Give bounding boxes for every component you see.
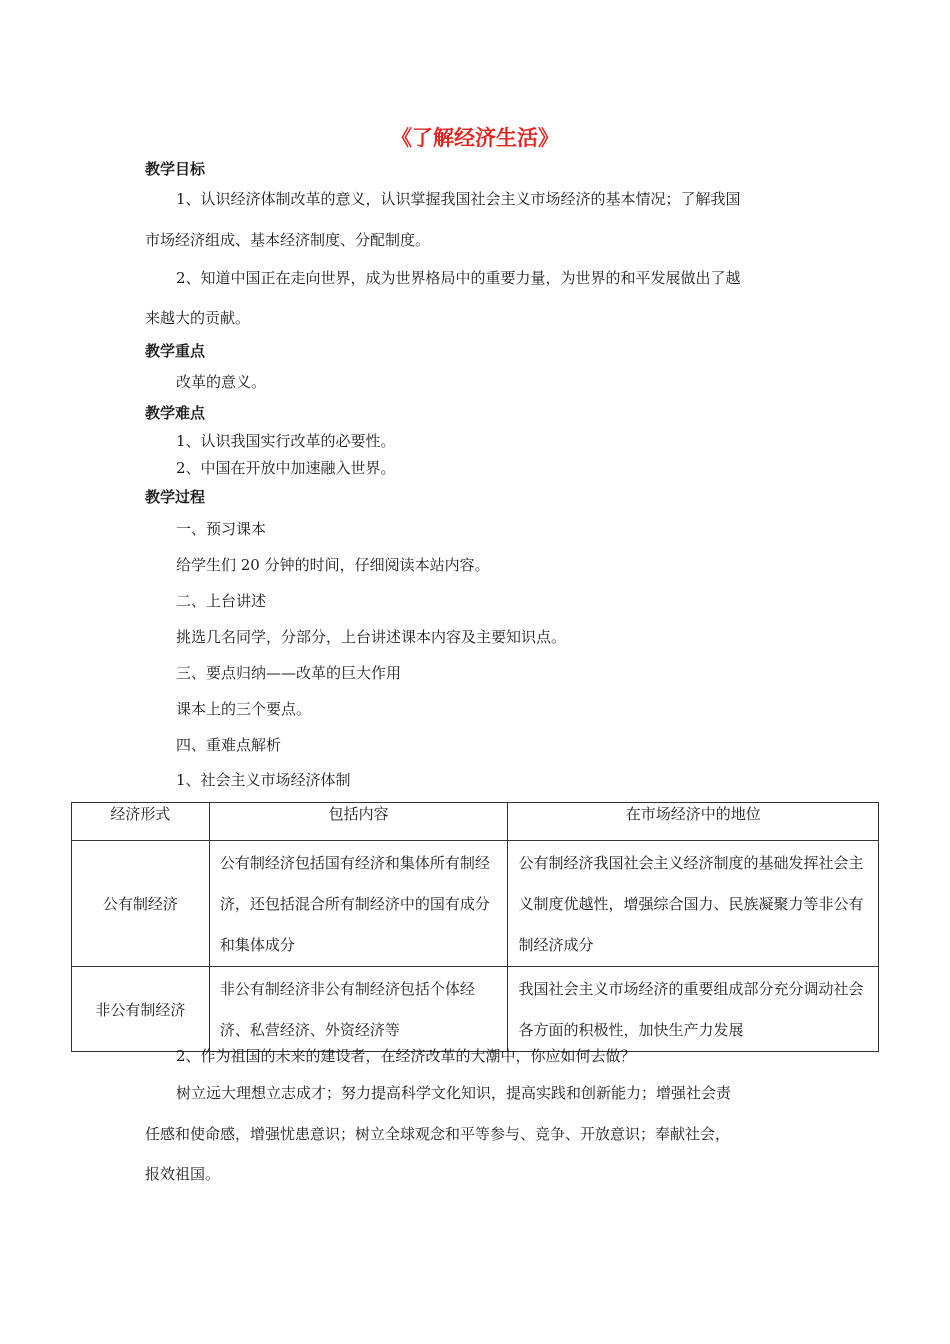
table-cell-form: 公有制经济: [72, 841, 210, 967]
process-sub-1: 1、社会主义市场经济体制: [176, 771, 351, 789]
table-row: [72, 967, 879, 1052]
table-cell-status: 公有制经济我国社会主义经济制度的基础发挥社会主义制度优越性，增强综合国力、民族凝聚力等非公有制经济成分: [508, 841, 879, 967]
process-step-2-text: 挑选几名同学，分部分，上台讲述课本内容及主要知识点。: [176, 628, 567, 646]
key-point-text: 改革的意义。: [176, 373, 267, 391]
difficulty-item-2: 2、中国在开放中加速融入世界。: [176, 459, 396, 477]
answer-line-1: 树立远大理想立志成才；努力提高科学文化知识，提高实践和创新能力；增强社会责: [176, 1084, 732, 1102]
process-step-1-text: 给学生们 20 分钟的时间，仔细阅读本站内容。: [176, 556, 490, 574]
goal-2-line-1: 2、知道中国正在走向世界，成为世界格局中的重要力量，为世界的和平发展做出了越: [176, 269, 741, 287]
heading-key-points: 教学重点: [145, 342, 206, 360]
table-row: [72, 841, 879, 967]
heading-teaching-process: 教学过程: [145, 488, 206, 506]
table-header-cell: 包括内容: [209, 803, 508, 841]
answer-line-3: 报效祖国。: [145, 1165, 221, 1183]
answer-line-2: 任感和使命感，增强忧患意识；树立全球观念和平等参与、竞争、开放意识；奉献社会，: [145, 1125, 731, 1143]
table-header-cell: 经济形式: [72, 803, 210, 841]
process-step-1: 一、预习课本: [176, 520, 267, 538]
document-title: 《了解经济生活》: [391, 126, 559, 150]
table-header-row: [72, 803, 879, 841]
heading-difficult-points: 教学难点: [145, 404, 206, 422]
goal-2-line-2: 来越大的贡献。: [145, 309, 251, 327]
table-header-cell: 在市场经济中的地位: [508, 803, 879, 841]
heading-teaching-goals: 教学目标: [145, 160, 206, 178]
goal-1-line-2: 市场经济组成、基本经济制度、分配制度。: [145, 231, 431, 249]
process-step-3: 三、要点归纳——改革的巨大作用: [176, 664, 402, 682]
process-step-3-text: 课本上的三个要点。: [176, 700, 312, 718]
table-cell-content: 公有制经济包括国有经济和集体所有制经济，还包括混合所有制经济中的国有成分和集体成分: [209, 841, 508, 967]
question-2: 2、作为祖国的未来的建设者，在经济改革的大潮中，你应如何去做？: [176, 1047, 636, 1065]
table-cell-form: 非公有制经济: [72, 967, 210, 1052]
difficulty-item-1: 1、认识我国实行改革的必要性。: [176, 432, 396, 450]
process-step-2: 二、上台讲述: [176, 592, 267, 610]
economy-forms-table: [71, 802, 879, 1052]
process-step-4: 四、重难点解析: [176, 736, 282, 754]
table-cell-content: 非公有制经济非公有制经济包括个体经济、私营经济、外资经济等: [209, 967, 508, 1052]
goal-1-line-1: 1、认识经济体制改革的意义，认识掌握我国社会主义市场经济的基本情况；了解我国: [176, 190, 741, 208]
table-cell-status: 我国社会主义市场经济的重要组成部分充分调动社会各方面的积极性，加快生产力发展: [508, 967, 879, 1052]
